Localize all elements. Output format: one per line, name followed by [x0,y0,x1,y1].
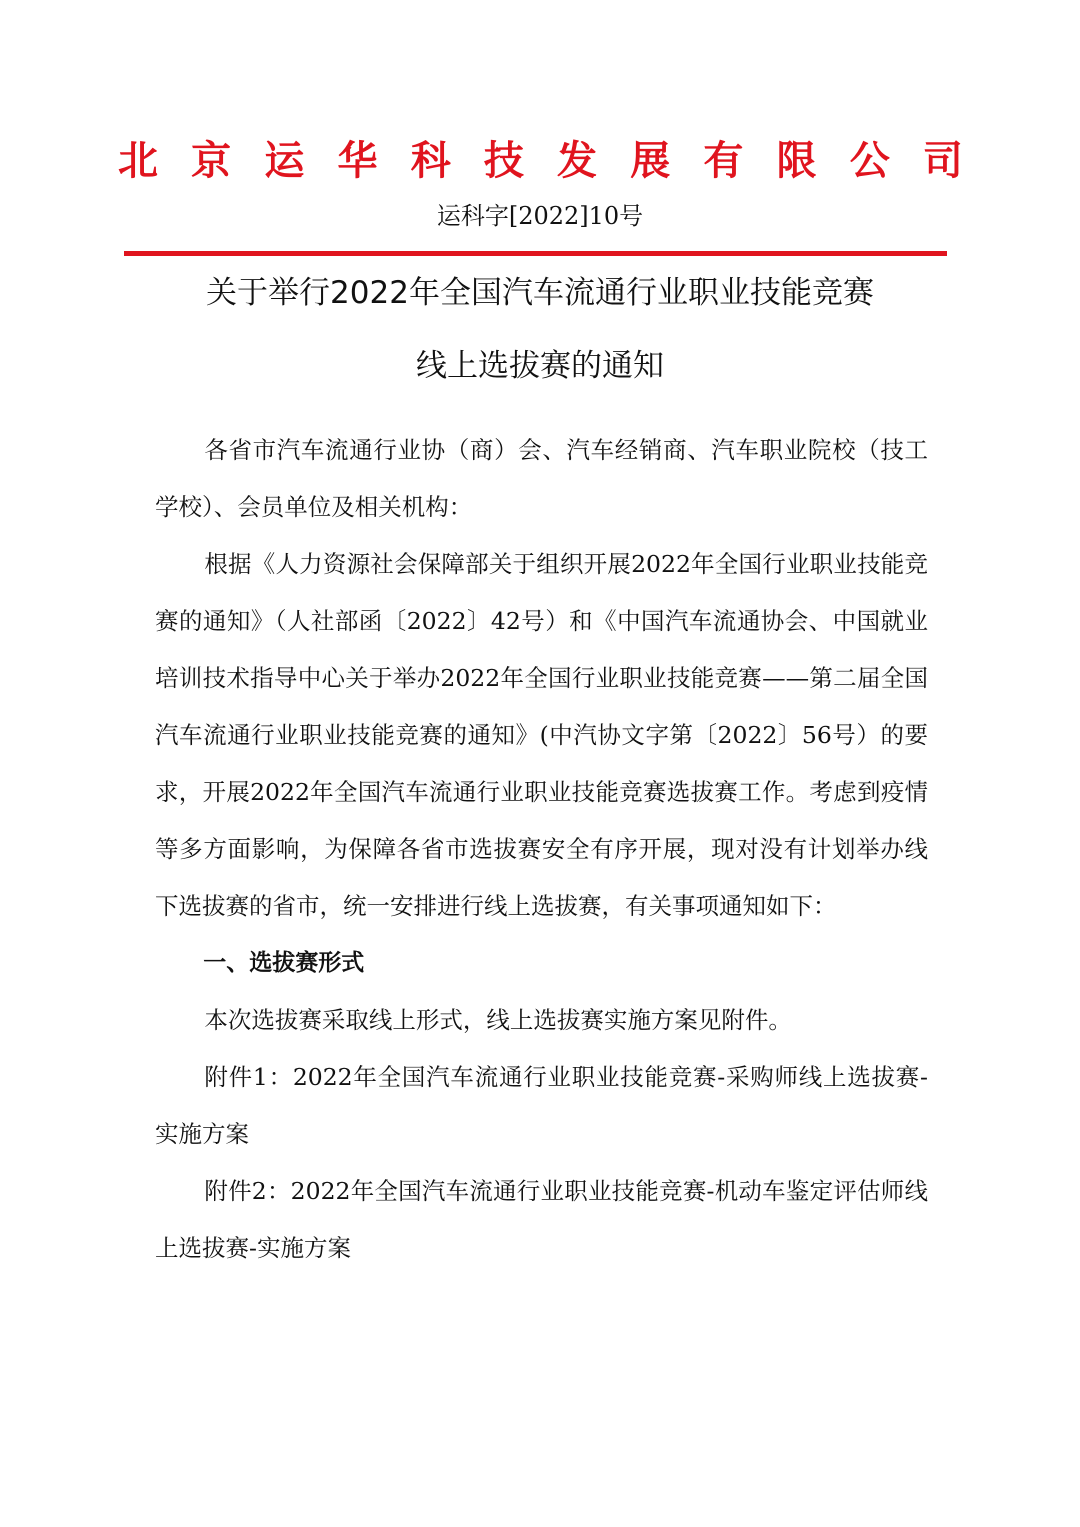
body-paragraph: 本次选拔赛采取线上形式，线上选拔赛实施方案见附件。 [204,1006,792,1034]
document-body [155,422,928,1277]
letterhead-char: 公 [849,138,890,184]
document-title-line-2: 线上选拔赛的通知 [416,348,664,384]
attachment-item: 附件2：2022年全国汽车流通行业职业技能竞赛-机动车鉴定评估师线上选拔赛-实施方案 [155,1177,928,1262]
letterhead-char: 科 [410,138,451,184]
issuer-letterhead [118,130,963,192]
salutation: 各省市汽车流通行业协（商）会、汽车经销商、汽车职业院校（技工学校）、会员单位及相关机构： [155,436,928,521]
section-heading: 一、选拔赛形式 [203,950,365,976]
letterhead-char: 京 [191,138,232,184]
letterhead-char: 运 [264,138,305,184]
letterhead-char: 技 [483,138,524,184]
attachment-item: 附件1：2022年全国汽车流通行业职业技能竞赛-采购师线上选拔赛-实施方案 [155,1063,928,1148]
letterhead-char: 北 [118,138,158,184]
document-title-line-1: 关于举行2022年全国汽车流通行业职业技能竞赛 [206,275,874,311]
letterhead-char: 有 [703,138,744,184]
letterhead-char: 展 [630,138,671,184]
letterhead-char: 华 [337,138,378,184]
letterhead-char: 发 [557,138,598,184]
document-number: 运科字[2022]10号 [436,202,644,230]
letterhead-char: 限 [776,138,817,184]
letterhead-char: 司 [922,138,963,184]
red-divider-rule [124,251,947,256]
body-paragraph: 根据《人力资源社会保障部关于组织开展2022年全国行业职业技能竞赛的通知》（人社部函〔2022〕42号）和《中国汽车流通协会、中国就业培训技术指导中心关于举办2022年全国行业职业技能竞赛——第二届全国汽车流通行业职业技能竞赛的通知》(中汽协文字第〔2022〕56号）的要求，开展2022年全国汽车流通行业职业技能竞赛选拔赛工作。考虑到疫情等多方面影响，为保障各省市选拔赛安全有序开展，现对没有计划举办线下选拔赛的省市，统一安排进行线上选拔赛，有关事项通知如下： [155,550,928,920]
